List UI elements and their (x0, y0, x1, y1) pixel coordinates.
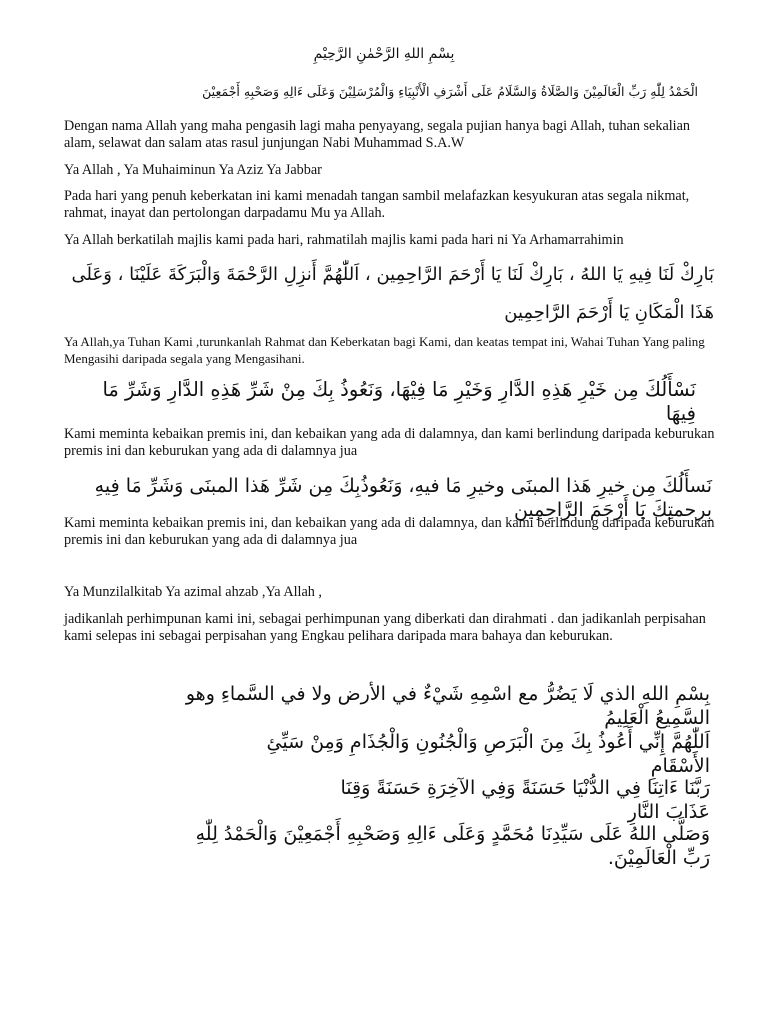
intro-paragraph: Dengan nama Allah yang maha pengasih lagi maha penyayang, segala pujian hanya bagi Allah, tuhan sekalian alam, selawat dan salam atas rasul junjungan Nabi Muhammad S.A.W (64, 118, 691, 151)
arabic-health-dua: اَللّٰهُمَّ إِنِّي أَعُوذُ بِكَ مِنَ الْبَرَصِ وَالْجُنُونِ وَالْجُذَامِ وَمِنْ سَيِّئِ الأَسْقَامِ (266, 731, 710, 777)
gratitude-paragraph: Pada hari yang penuh keberkatan ini kami menadah tangan sambil melafazkan kesyukuran atas segala nikmat, rahmat, inayat dan pertolongan darpadamu Mu ya Allah. (64, 188, 690, 221)
premises-translation-1: Kami meminta kebaikan premis ini, dan kebaikan yang ada di dalamnya, dan kami berlindung daripada keburukan premis ini dan keburukan yang ada di dalamnya jua (64, 426, 715, 459)
hamdalah-line: الْحَمْدُ لِلّٰهِ رَبِّ الْعَالَمِيْنَ وَالصَّلَاةُ وَالسَّلَامُ عَلَى أَشْرَفِ الْأَنْبِيَاءِ وَالْمُرْسَلِيْنَ وَعَلَى ءَالِهِ وَصَحْبِهِ أَجْمَعِيْنَ (202, 84, 698, 99)
invocation-2-line: Ya Munzilalkitab Ya azimal ahzab ,Ya Allah , (64, 584, 322, 600)
arabic-dunya-akhirah-dua: رَبَّنَا ءَاتِنَا فِي الدُّنْيَا حَسَنَةً وَفِي الآخِرَةِ حَسَنَةً وَقِنَا عَذَابَ النَّارِ (340, 777, 710, 823)
gathering-prayer-paragraph: jadikanlah perhimpunan kami ini, sebagai perhimpunan yang diberkati dan dirahmati . dan jadikanlah perpisahan kami selepas ini sebagai perpisahan yang Engkau pelihara daripada mara bahaya dan keburukan. (64, 611, 706, 644)
blessing-translation: Ya Allah,ya Tuhan Kami ,turunkanlah Rahmat dan Keberkatan bagi Kami, dan keatas tempat ini, Wahai Tuhan Yang paling Mengasihi daripada segala yang Mengasihani. (64, 334, 705, 366)
arabic-premises-prayer-2: نَسأَلُكَ مِن خيرِ هَذا المبنَى وخيرِ مَا فيهِ، وَنَعُوذُبِكَ مِن شَرِّ هَذا المبنَى وَشَرِّ مَا فِيهِ بِرحمتِكَ يَا أَرْحَمَ الرَّاحِمِين (94, 475, 712, 521)
basmalah-header: بِسْمِ اللهِ الرَّحْمٰنِ الرَّحِيْمِ (313, 46, 455, 62)
arabic-premises-prayer-1: نَسْأَلُكَ مِن خَيْرِ هَذِهِ الدَّارِ وَخَيْرِ مَا فِيْهَا، وَنَعُوذُ بِكَ مِنْ شَرِّ هَذِهِ الدَّارِ وَشَرِّ مَا فِيهَا (102, 378, 696, 425)
arabic-protection-dua: بِسْمِ اللهِ الذي لَا يَضُرُّ مع اسْمِهِ شَيْءٌ في الأرض ولا في السَّماءِ وهو السَّمِيعُ الْعَلِيمُ (185, 683, 710, 729)
premises-translation-2: Kami meminta kebaikan premis ini, dan kebaikan yang ada di dalamnya, dan kami berlindung daripada keburukan premis ini dan keburukan yang ada di dalamnya jua (64, 515, 715, 548)
blessing-request-line: Ya Allah berkatilah majlis kami pada hari, rahmatilah majlis kami pada hari ni Ya Arhamarrahimin (64, 232, 624, 248)
invocation-line: Ya Allah , Ya Muhaiminun Ya Aziz Ya Jabbar (64, 162, 322, 178)
arabic-closing-salawat: وَصَلَّى اللهُ عَلَى سَيِّدِنَا مُحَمَّدٍ وَعَلَى ءَالِهِ وَصَحْبِهِ أَجْمَعِيْنَ وَالْحَمْدُ لِلّٰهِ رَبِّ الْعَالَمِيْنَ. (195, 823, 710, 869)
arabic-blessing-prayer: بَارِكْ لَنَا فِيهِ يَا اللهُ ، بَارِكْ لَنَا يَا أَرْحَمَ الرَّاحِمِين ، اَللّٰهُمَّ أَنزِلِ الرَّحْمَةَ وَالْبَرَكَةَ عَلَيْنَا ، وَعَلَى هَذَا الْمَكَانِ يَا أَرْحَمَ الرَّاحِمِين (71, 264, 714, 323)
